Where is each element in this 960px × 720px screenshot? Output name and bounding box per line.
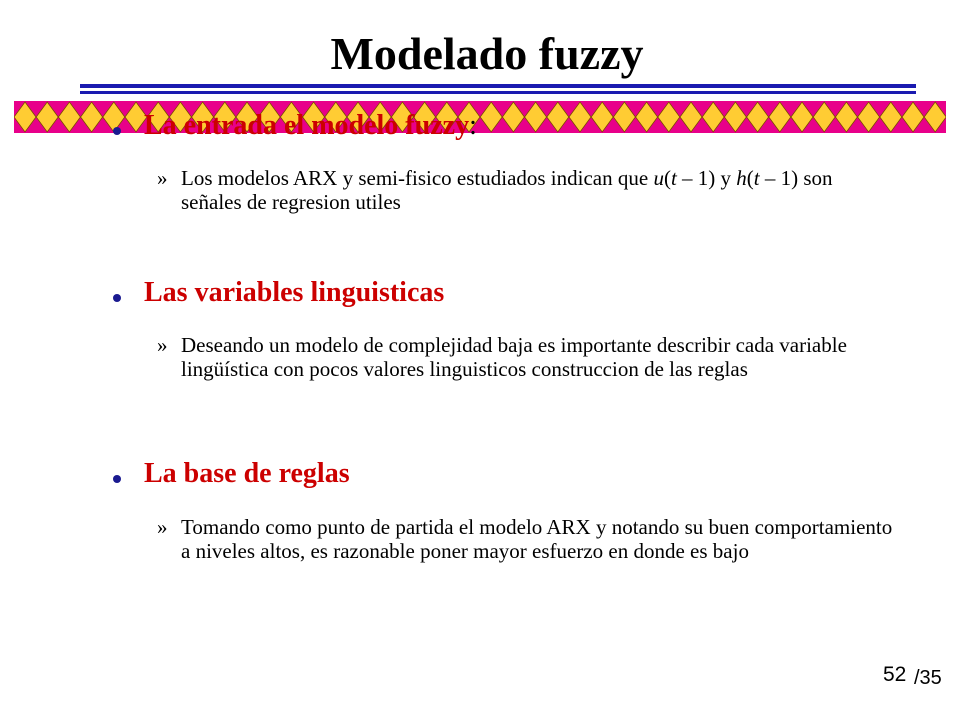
page-total: /35	[914, 667, 942, 689]
bullet-dot	[113, 127, 121, 135]
sub-bullet-text: Deseando un modelo de complejidad baja es importante describir cada variable lingüística con pocos valores linguisticos construccion de las reglas	[181, 333, 847, 381]
sub-bullet-text: Tomando como punto de partida el modelo ARX y notando su buen comportamiento a niveles altos, es razonable poner mayor esfuerzo en donde es bajo	[181, 515, 893, 563]
page-number: 52	[883, 663, 907, 686]
sub-bullet-input	[157, 166, 897, 214]
sub-bullet-marker: »	[157, 515, 168, 539]
sub-bullet-marker: »	[157, 333, 168, 357]
slide-title: Modelado fuzzy	[330, 28, 644, 79]
sub-bullet-variables	[157, 333, 897, 381]
section-heading-input	[144, 109, 477, 143]
title-underline-bottom	[80, 91, 916, 94]
sub-bullet-text: Los modelos ARX y semi-fisico estudiados indican que u(t – 1) y h(t – 1) son señales de regresion utiles	[181, 166, 833, 214]
heading-text: La entrada el modelo fuzzy	[144, 110, 470, 141]
sub-bullet-marker: »	[157, 166, 168, 190]
title-underline-top	[80, 84, 916, 88]
section-heading-variables: Las variables linguisticas	[144, 277, 445, 308]
heading-colon: :	[469, 110, 477, 141]
bullet-dot	[113, 475, 121, 483]
section-heading-rules: La base de reglas	[144, 458, 350, 489]
sub-bullet-rules	[157, 515, 897, 563]
bullet-dot	[113, 294, 121, 302]
